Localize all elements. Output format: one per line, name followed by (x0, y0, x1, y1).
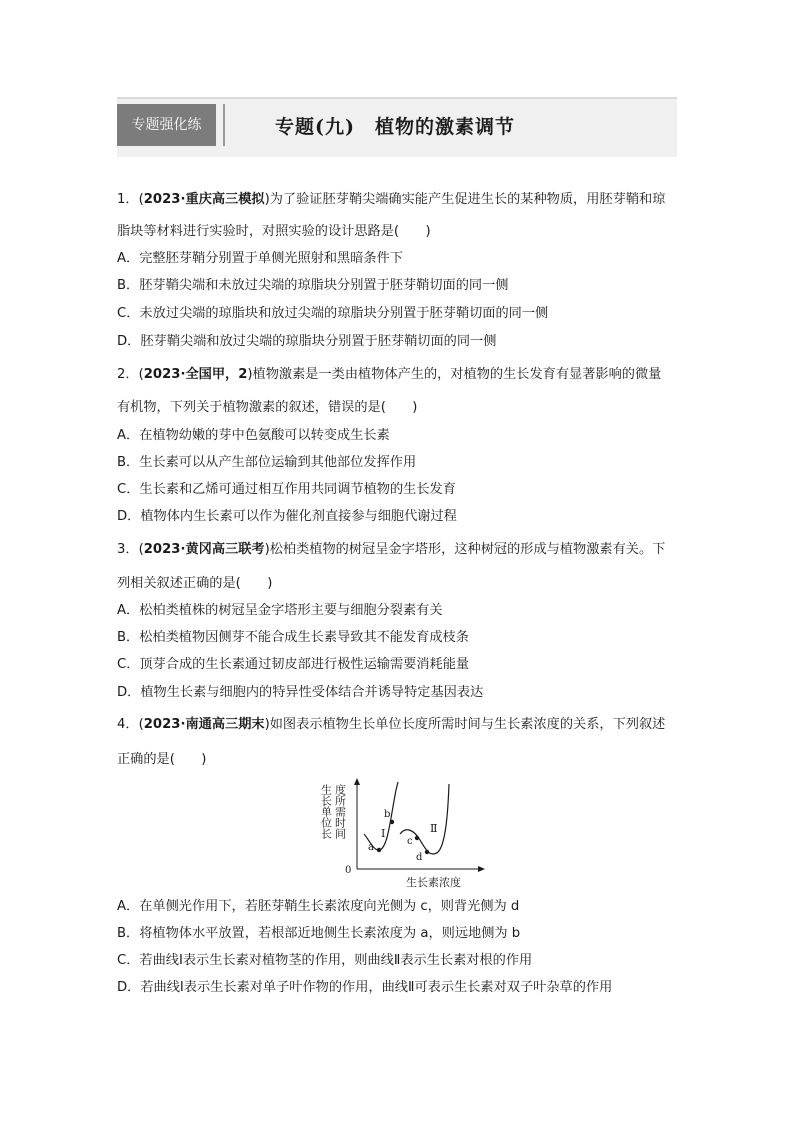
point-d-label: d (416, 852, 423, 863)
point-b-marker (390, 820, 394, 824)
question-3-option-b: B．松柏类植物因侧芽不能合成生长素导致其不能发育成枝条 (117, 630, 469, 645)
point-c-marker (415, 836, 419, 840)
origin-label: 0 (345, 865, 352, 876)
point-b-label: b (384, 809, 391, 820)
x-axis-arrow (478, 866, 485, 872)
question-1-stem-line2: 脂块等材料进行实验时，对照实验的设计思路是( ) (117, 224, 431, 239)
point-c-label: c (407, 836, 413, 847)
question-1-option-a: A．完整胚芽鞘分别置于单侧光照射和黑暗条件下 (117, 251, 403, 266)
question-3-option-a: A．松柏类植株的树冠呈金字塔形主要与细胞分裂素有关 (117, 603, 443, 618)
auxin-curve-figure (310, 776, 490, 894)
curve-1-label: Ⅰ (381, 827, 386, 840)
question-3-option-d: D．植物生长素与细胞内的特异性受体结合并诱导特定基因表达 (117, 685, 484, 700)
y-axis-label-col2: 度所需时间 (333, 784, 347, 839)
header-divider (223, 104, 225, 146)
question-3-option-c: C．顶芽合成的生长素通过韧皮部进行极性运输需要消耗能量 (117, 657, 470, 672)
question-3-stem-line2: 列相关叙述正确的是( ) (117, 576, 273, 591)
question-1-option-b: B．胚芽鞘尖端和未放过尖端的琼脂块分别置于胚芽鞘切面的同一侧 (117, 278, 509, 293)
question-1-option-d: D．胚芽鞘尖端和放过尖端的琼脂块分别置于胚芽鞘切面的同一侧 (117, 334, 497, 349)
x-axis-label: 生长素浓度 (406, 876, 461, 889)
question-1-stem-line1: 1．(2023·重庆高三模拟)为了验证胚芽鞘尖端确实能产生促进生长的某种物质，用胚芽鞘和琼 (117, 192, 666, 207)
question-4-option-c: C．若曲线Ⅰ表示生长素对植物茎的作用，则曲线Ⅱ表示生长素对根的作用 (117, 953, 533, 968)
question-2-option-a: A．在植物幼嫩的芽中色氨酸可以转变成生长素 (117, 428, 390, 443)
question-2-option-b: B．生长素可以从产生部位运输到其他部位发挥作用 (117, 455, 417, 470)
question-2-option-c: C．生长素和乙烯可通过相互作用共同调节植物的生长发育 (117, 482, 456, 497)
question-4-stem-line1: 4．(2023·南通高三期末)如图表示植物生长单位长度所需时间与生长素浓度的关系，下列叙述 (117, 717, 666, 732)
point-d-marker (425, 850, 429, 854)
page-title: 专题(九) 植物的激素调节 (275, 116, 515, 138)
section-tag: 专题强化练 (117, 104, 216, 146)
question-3-stem-line1: 3．(2023·黄冈高三联考)松柏类植物的树冠呈金字塔形，这种树冠的形成与植物激素有关。下 (117, 542, 666, 557)
question-1-option-c: C．未放过尖端的琼脂块和放过尖端的琼脂块分别置于胚芽鞘切面的同一侧 (117, 306, 549, 321)
question-4-stem-line2: 正确的是( ) (117, 752, 207, 767)
question-2-option-d: D．植物体内生长素可以作为催化剂直接参与细胞代谢过程 (117, 509, 457, 524)
question-2-stem-line1: 2．(2023·全国甲，2)植物激素是一类由植物体产生的，对植物的生长发育有显著影响的微量 (117, 367, 662, 382)
point-a-label: a (368, 842, 374, 853)
question-4-option-b: B．将植物体水平放置，若根部近地侧生长素浓度为 a，则远地侧为 b (117, 926, 521, 941)
question-4-option-a: A．在单侧光作用下，若胚芽鞘生长素浓度向光侧为 c，则背光侧为 d (117, 899, 520, 914)
curve-2-label: Ⅱ (430, 822, 438, 835)
y-axis-arrow (354, 778, 360, 785)
y-axis-label-col1: 生长单位长 (319, 784, 333, 839)
point-a-marker (377, 848, 381, 852)
question-4-option-d: D．若曲线Ⅰ表示生长素对单子叶作物的作用，曲线Ⅱ可表示生长素对双子叶杂草的作用 (117, 980, 613, 995)
question-2-stem-line2: 有机物，下列关于植物激素的叙述，错误的是( ) (117, 400, 418, 415)
